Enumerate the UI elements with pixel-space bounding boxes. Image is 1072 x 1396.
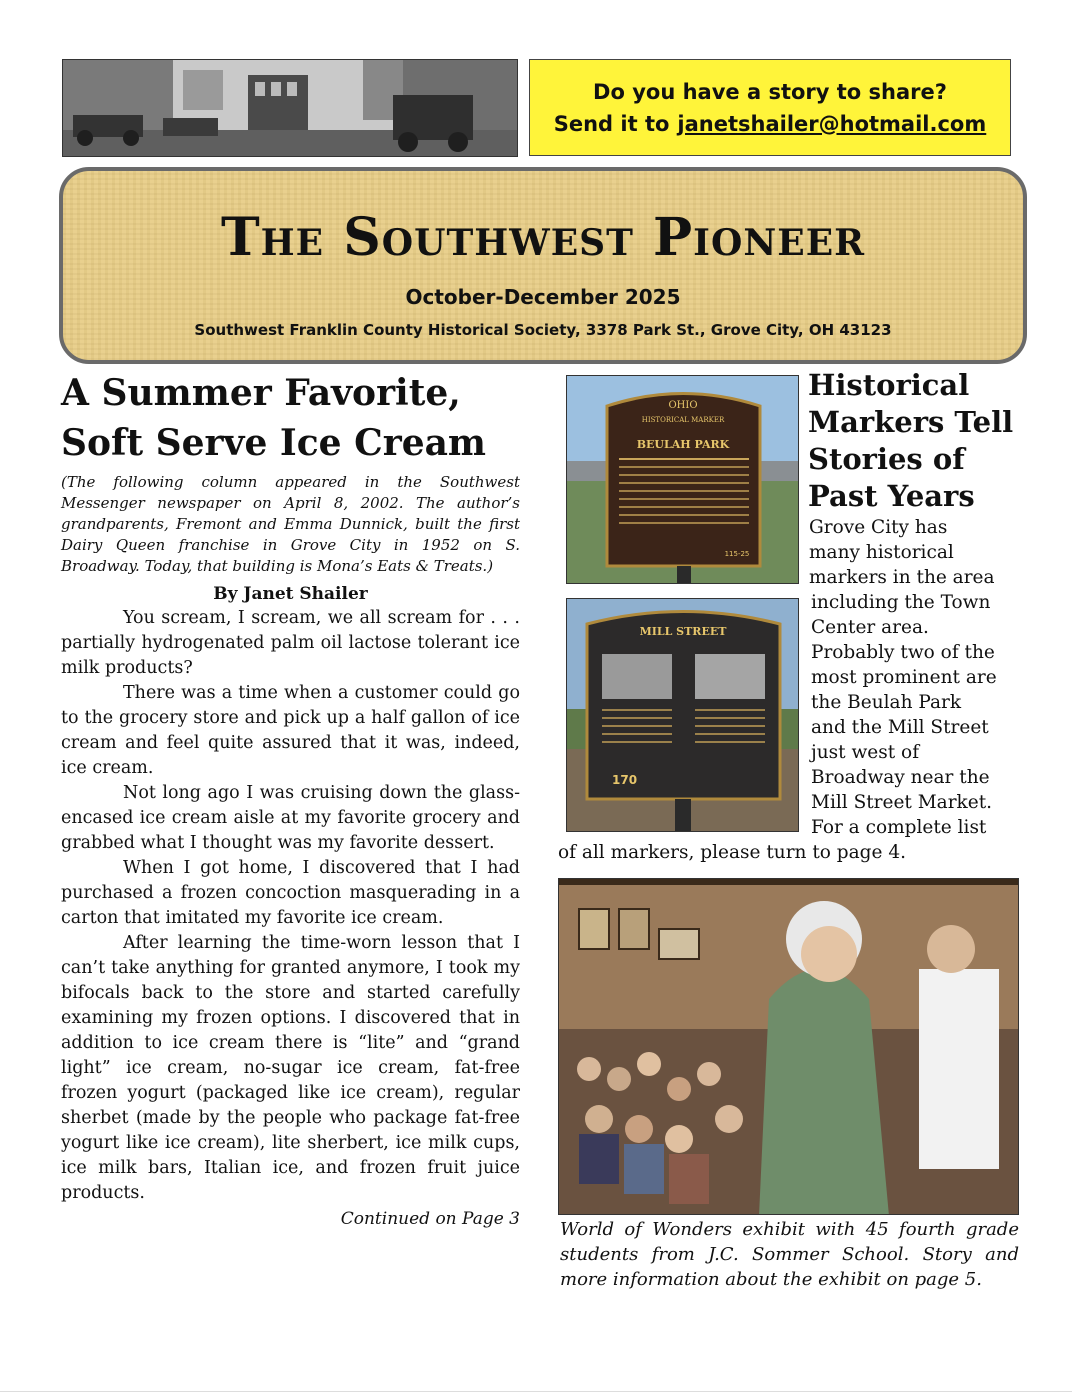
markers-text-line: the Beulah Park	[811, 692, 962, 713]
article-intro: (The following column appeared in the Southwest Messenger newspaper on April 8, 2002. The author’s grandparents, Fremont and Emma Dunnick, built the first Dairy Queen franchise in Grove City in 1952 on S. Broadway. Today, that building is Mona’s Eats & Treats.)	[61, 473, 520, 575]
marker-number-text: 115-25	[724, 550, 750, 558]
classroom-photo-caption: World of Wonders exhibit with 45 fourth grade students from J.C. Sommer School. Story and more information about the exhibit on page 5.	[560, 1219, 1019, 1290]
markers-text-line: just west of	[811, 742, 920, 763]
callout-prefix: Send it to	[553, 111, 670, 136]
mill-street-marker-photo	[566, 598, 799, 832]
newsletter-title: The Southwest Pioneer	[220, 207, 866, 268]
callout-line2	[554, 108, 987, 140]
markers-article-title	[808, 367, 1028, 515]
marker-logo-text: 170	[612, 773, 638, 787]
marker-heading-text: HISTORICAL MARKER	[641, 416, 725, 424]
marker-title-text: BEULAH PARK	[636, 438, 730, 451]
article-paragraph: After learning the time-worn lesson that I can’t take anything for granted anymore, I took my bifocals back to the store and started carefully examining my frozen options. I discovered that in addition to ice cream there is “lite” and “grand light” ice cream, no-sugar ice cream, fat-free frozen yogurt (packaged like ice cream), regular sherbet (made by the people who package fat-free yogurt like ice cream), lite sherbert, ice milk cups, ice milk bars, Italian ice, and frozen fruit juice products.	[61, 933, 520, 1203]
society-address: Southwest Franklin County Historical Society, 3378 Park St., Grove City, OH 43123	[194, 321, 892, 339]
markers-title-line: Markers Tell	[808, 405, 1014, 439]
marker-title-text: MILL STREET	[639, 625, 727, 638]
masthead-banner	[59, 167, 1027, 364]
markers-title-line: Past Years	[808, 479, 975, 513]
classroom-photo-icon	[559, 879, 1019, 1215]
article-paragraph: When I got home, I discovered that I had purchased a frozen concoction masquerading in a carton that imitated my favorite ice cream.	[61, 858, 520, 928]
issue-date: October-December 2025	[405, 285, 681, 309]
markers-text-line: For a complete list	[811, 817, 987, 838]
marker-sign-icon	[567, 599, 799, 832]
article-paragraph: You scream, I scream, we all scream for . . . partially hydrogenated palm oil lactose tolerant ice milk products?	[61, 608, 520, 678]
marker-sign-icon	[567, 376, 799, 584]
markers-text-line: Mill Street Market.	[811, 792, 993, 813]
markers-text-line: Broadway near the	[811, 767, 990, 788]
article-title-line1: A Summer Favorite,	[61, 372, 461, 414]
markers-text-line: and the Mill Street	[811, 717, 989, 738]
markers-text-line: Center area.	[811, 617, 929, 638]
article-title-line2: Soft Serve Ice Cream	[61, 422, 487, 464]
world-of-wonders-photo	[558, 878, 1019, 1215]
continued-note: Continued on Page 3	[340, 1209, 520, 1229]
article-paragraph: There was a time when a customer could go to the grocery store and pick up a half gallon of ice cream and feel quite assured that it was, indeed, ice cream.	[61, 683, 520, 778]
story-callout	[529, 59, 1011, 156]
markers-text-line: most prominent are	[811, 667, 997, 688]
markers-text-line: many historical	[809, 542, 954, 563]
markers-text-line: including the Town	[811, 592, 991, 613]
page-bottom-rule	[0, 1391, 1072, 1392]
markers-text-line: of all markers, please turn to page 4.	[558, 842, 906, 863]
markers-title-line: Stories of	[808, 442, 965, 476]
header-streetcar-photo	[62, 59, 518, 157]
beulah-park-marker-photo	[566, 375, 799, 584]
article-byline: By Janet Shailer	[213, 584, 368, 604]
callout-line1: Do you have a story to share?	[593, 79, 947, 104]
markers-text-line: markers in the area	[809, 567, 995, 588]
markers-text-line: Probably two of the	[811, 642, 995, 663]
markers-title-line: Historical	[808, 368, 970, 402]
article-title	[61, 368, 520, 468]
callout-email-link[interactable]: janetshailer@hotmail.com	[677, 111, 987, 136]
streetcar-photo-icon	[63, 60, 518, 157]
ice-cream-article	[61, 368, 520, 1232]
markers-text-line: Grove City has	[809, 517, 948, 538]
article-paragraph: Not long ago I was cruising down the glass-encased ice cream aisle at my favorite grocery and grabbed what I thought was my favorite dessert.	[61, 783, 520, 853]
marker-state-text: OHIO	[668, 400, 698, 411]
